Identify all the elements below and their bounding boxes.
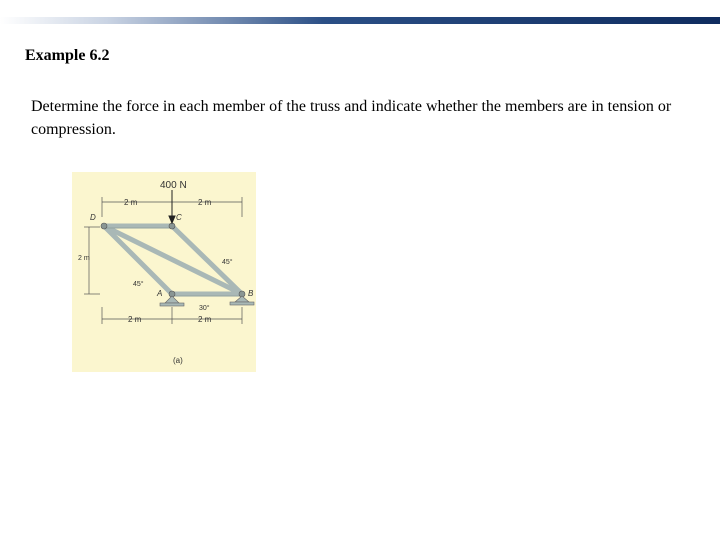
joint-d xyxy=(101,223,107,229)
node-label-c: C xyxy=(176,213,182,222)
support-base-a xyxy=(160,303,184,306)
node-label-d: D xyxy=(90,213,96,222)
figure-caption: (a) xyxy=(173,356,183,365)
dim-label-bottom-left: 2 m xyxy=(128,315,142,324)
angle-label-right: 45° xyxy=(222,259,233,266)
dim-label-left: 2 m xyxy=(78,255,90,262)
roller-support-b xyxy=(235,296,249,302)
load-label: 400 N xyxy=(160,180,187,191)
support-base-b xyxy=(230,302,254,305)
dim-label-top-left: 2 m xyxy=(124,198,138,207)
angle-label-left: 45° xyxy=(133,281,144,288)
problem-statement: Determine the force in each member of the truss and indicate whether the members are in tension or compression. xyxy=(31,98,672,138)
truss-figure xyxy=(72,172,256,372)
dim-label-top-right: 2 m xyxy=(198,198,212,207)
node-label-a: A xyxy=(157,289,163,298)
load-arrow-head xyxy=(169,216,175,223)
dim-label-bottom-right: 2 m xyxy=(198,315,212,324)
angle-label-bottom: 30° xyxy=(199,305,210,312)
node-label-b: B xyxy=(248,289,254,298)
slide-title: Example 6.2 xyxy=(25,47,110,64)
pin-support-a xyxy=(165,296,179,303)
header-accent-bar xyxy=(0,17,720,24)
truss-diagram xyxy=(72,172,256,372)
